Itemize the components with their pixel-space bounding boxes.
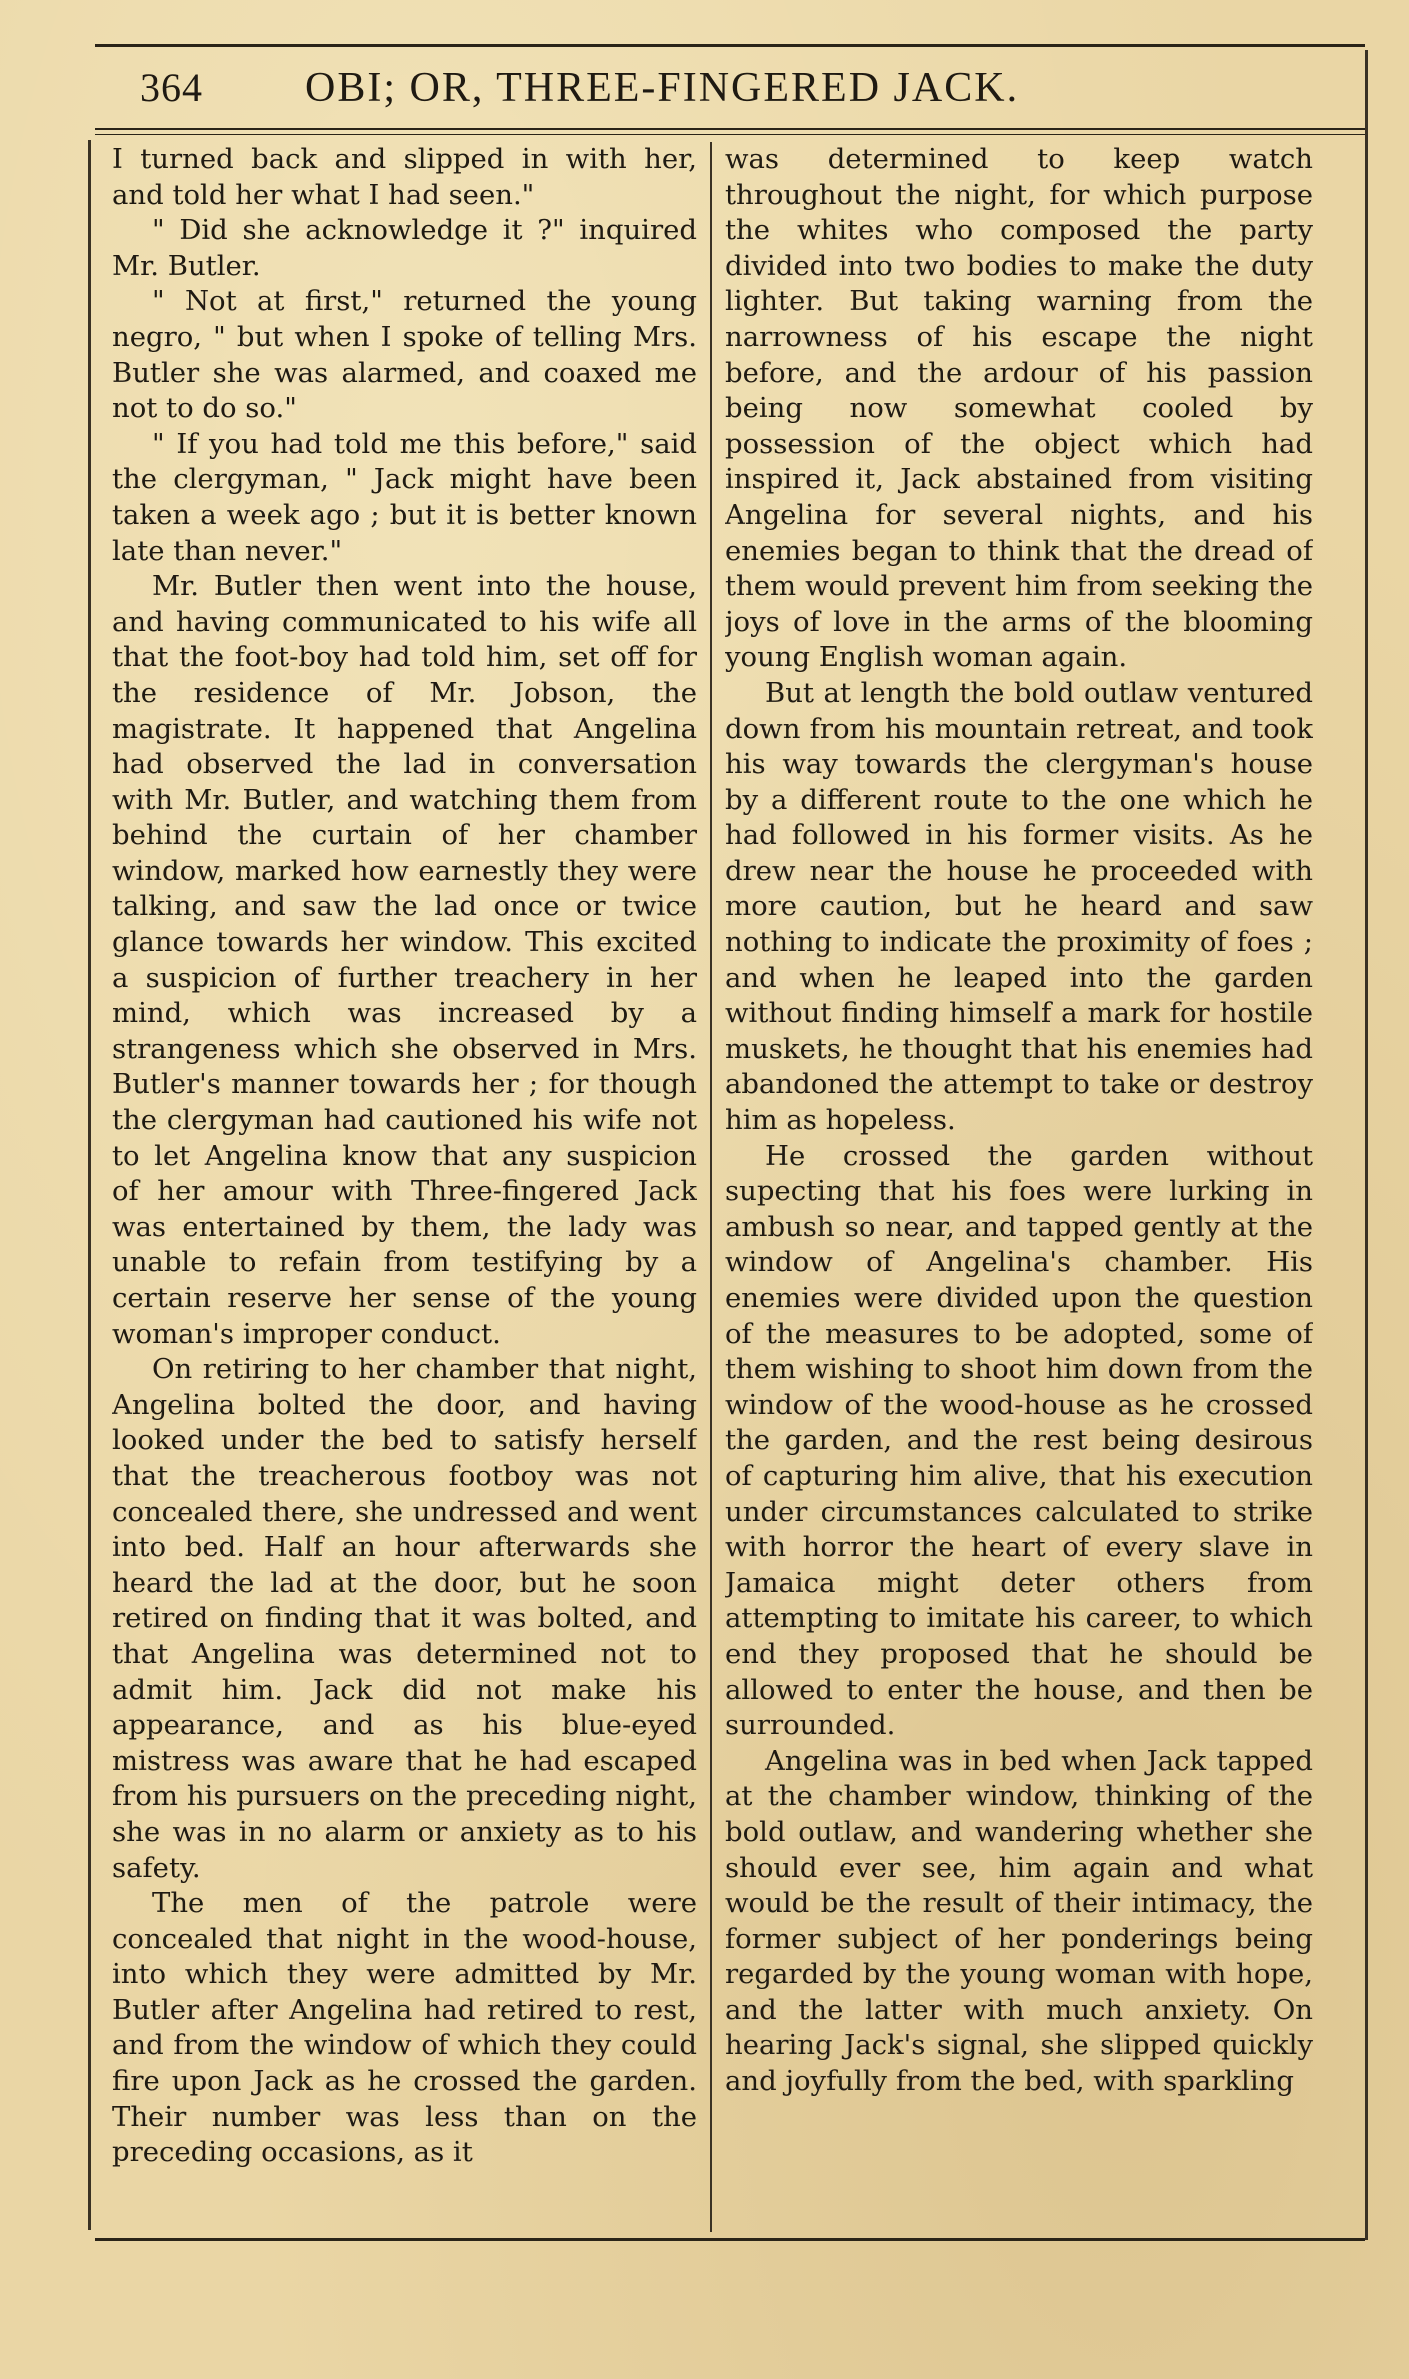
top-rule (95, 44, 1365, 47)
paragraph: But at length the bold outlaw ventured down from his mountain retreat, and took his way towards the clergyman's house by a different route to the one which he had followed in his former visits. As he drew near the house he proceeded with more caution, but he heard and saw nothing to indicate the proximity of foes ; and when he leaped into the garden without finding himself a mark for hostile muskets, he thought that his enemies had abandoned the attempt to take or destroy him as hopeless. (725, 676, 1313, 1137)
left-column (112, 142, 697, 2212)
paragraph: I turned back and slipped in with her, and told her what I had seen." (112, 143, 697, 211)
page-number: 364 (140, 65, 203, 110)
right-margin-rule (1365, 50, 1368, 2240)
right-column (725, 142, 1313, 2212)
paragraph: The men of the patrole were concealed that night in the wood-house, into which they were admitted by Mr. Butler after Angelina had retired to rest, and from the window of which they could fire upon Jack as he crossed the garden. Their number was less than on the preceding occasions, as it (112, 1887, 697, 2169)
bottom-rule (95, 2238, 1365, 2241)
header-rule (95, 128, 1365, 135)
left-margin-rule (88, 140, 91, 2230)
paragraph: " Did she acknowledge it ?" inquired Mr. Butler. (112, 214, 697, 282)
paragraph: Angelina was in bed when Jack tapped at the chamber window, thinking of the bold outlaw, and wandering whether she should ever see, him again and what would be the result of their intimacy, the former subject of her ponderings being regarded by the young woman with hope, and the latter with much anxiety. On hearing Jack's signal, she slipped quickly and joyfully from the bed, with sparkling (725, 1744, 1313, 2098)
running-title: OBI; OR, THREE-FINGERED JACK. (305, 65, 1020, 111)
paragraph: " If you had told me this before," said the clergyman, " Jack might have been taken a week ago ; but it is better known late than never." (112, 427, 697, 567)
paragraph: " Not at first," returned the young negro, " but when I spoke of telling Mrs. Butler she was alarmed, and coaxed me not to do so." (112, 285, 697, 425)
paragraph: On retiring to her chamber that night, Angelina bolted the door, and having looked under the bed to satisfy herself that the treacherous footboy was not concealed there, she undressed and went into bed. Half an hour afterwards she heard the lad at the door, but he soon retired on finding that it was bolted, and that Angelina was determined not to admit him. Jack did not make his appearance, and as his blue-eyed mistress was aware that he had escaped from his pursuers on the preceding night, she was in no alarm or anxiety as to his safety. (112, 1353, 697, 1884)
paragraph: He crossed the garden without supecting that his foes were lurking in ambush so near, and tapped gently at the window of Angelina's chamber. His enemies were divided upon the question of the measures to be adopted, some of them wishing to shoot him down from the window of the wood-house as he crossed the garden, and the rest being desirous of capturing him alive, that his execution under circumstances calculated to strike with horror the heart of every slave in Jamaica might deter others from attempting to imitate his career, to which end they proposed that he should be allowed to enter the house, and then be surrounded. (725, 1139, 1313, 1742)
paragraph: was determined to keep watch throughout the night, for which purpose the whites who composed the party divided into two bodies to make the duty lighter. But taking warning from the narrowness of his escape the night before, and the ardour of his passion being now somewhat cooled by possession of the object which had inspired it, Jack abstained from visiting Angelina for several nights, and his enemies began to think that the dread of them would prevent him from seeking the joys of love in the arms of the blooming young English woman again. (725, 143, 1313, 674)
paragraph: Mr. Butler then went into the house, and having communicated to his wife all that the foot-boy had told him, set off for the residence of Mr. Jobson, the magistrate. It happened that Angelina had observed the lad in conversation with Mr. Butler, and watching them from behind the curtain of her chamber window, marked how earnestly they were talking, and saw the lad once or twice glance towards her window. This excited a suspicion of further treachery in her mind, which was increased by a strangeness which she observed in Mrs. Butler's manner towards her ; for though the clergyman had cautioned his wife not to let Angelina know that any suspicion of her amour with Three-fingered Jack was entertained by them, the lady was unable to refain from testifying by a certain reserve her sense of the young woman's improper conduct. (112, 570, 697, 1350)
page-header (95, 64, 1365, 134)
column-divider (710, 142, 712, 2232)
